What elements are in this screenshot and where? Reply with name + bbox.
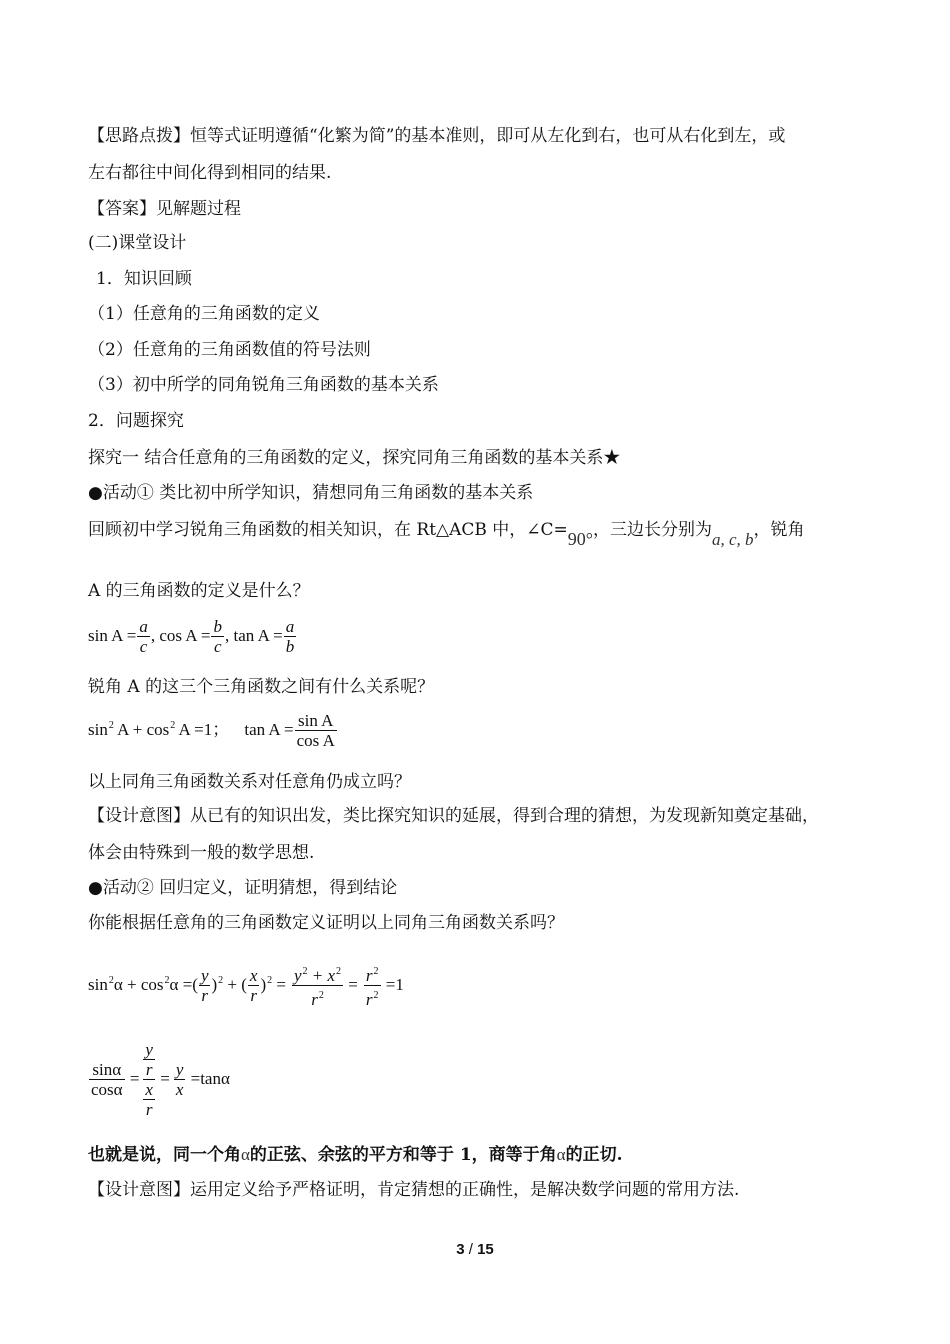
exponent: 2: [267, 975, 273, 986]
subsection-heading: 2．问题探究: [88, 411, 184, 431]
text-segment: 的正切.: [565, 1145, 623, 1165]
side-names: a, c, b: [712, 530, 754, 549]
math-var: + x: [307, 966, 336, 985]
text-line: 探究一 结合任意角的三角函数的定义，探究同角三角函数的基本关系★: [88, 448, 621, 468]
math-text: =: [155, 1069, 170, 1088]
conclusion-line: [88, 1143, 623, 1167]
denominator: [364, 985, 381, 1009]
math-symbol: α: [113, 975, 123, 994]
list-item: （3）初中所学的同角锐角三角函数的基本关系: [88, 375, 439, 395]
exponent: 2: [373, 990, 379, 1001]
denominator: cosα: [91, 1080, 123, 1099]
text-line: 以上同角三角函数关系对任意角仍成立吗？: [88, 772, 411, 792]
text-segment: ，三边长分别为: [593, 520, 712, 540]
numerator: a: [139, 617, 148, 636]
math-text: + cos: [122, 975, 164, 994]
compound-fraction: [143, 1040, 155, 1119]
formula-quotient-identity: [88, 1040, 230, 1119]
math-text: =1: [381, 975, 404, 994]
denominator: r: [248, 985, 260, 1005]
denominator: r: [143, 1059, 155, 1079]
angle-value: 90°: [567, 529, 593, 549]
math-symbol: α: [241, 1145, 250, 1164]
numerator: y: [200, 966, 209, 985]
numerator: y: [145, 1040, 153, 1059]
activity-heading: ●活动① 类比初中所学知识，猜想同角三角函数的基本关系: [88, 483, 534, 503]
text-segment: 也就是说，同一个角: [88, 1145, 241, 1165]
formula-acute-definitions: [88, 617, 297, 656]
text-line: 你能根据任意角的三角函数定义证明以上同角三角函数关系吗？: [88, 913, 564, 933]
text-line: 【设计意图】运用定义给予严格证明，肯定猜想的正确性，是解决数学问题的常用方法.: [88, 1180, 740, 1200]
math-symbol: α: [169, 975, 179, 994]
numerator: a: [285, 617, 295, 636]
text-line: A 的三角函数的定义是什么？: [88, 581, 310, 601]
fraction: [248, 966, 260, 1005]
math-text: tan A =: [244, 720, 294, 739]
math-text: sin A =: [88, 626, 137, 645]
fraction: [174, 1060, 186, 1099]
math-text: + (: [223, 975, 247, 994]
numerator: [292, 962, 343, 985]
text-line: 【设计意图】从已有的知识出发，类比探究知识的延展，得到合理的猜想，为发现新知奠定基础，: [88, 806, 819, 826]
exponent: 2: [318, 990, 324, 1001]
exponent: 2: [164, 975, 170, 986]
fraction: [292, 962, 343, 1009]
math-text: ): [211, 975, 218, 994]
denominator: r: [199, 985, 211, 1005]
fraction: [364, 962, 381, 1009]
math-symbol: α: [556, 1145, 566, 1164]
numerator: sin A: [298, 711, 334, 730]
list-item: （2）任意角的三角函数值的符号法则: [88, 340, 371, 360]
fraction: [295, 711, 337, 750]
exponent: 2: [373, 966, 379, 977]
exponent: 2: [108, 720, 114, 731]
exponent: 2: [108, 975, 114, 986]
exponent: 2: [336, 966, 342, 977]
math-var: y: [293, 966, 302, 985]
formula-pythagorean-identity: [88, 962, 404, 1009]
denominator: cos A: [296, 731, 335, 750]
exponent: 2: [170, 720, 176, 731]
fraction: [199, 966, 211, 1005]
activity-heading: ●活动② 回归定义，证明猜想，得到结论: [88, 878, 398, 898]
list-item: （1）任意角的三角函数的定义: [88, 304, 320, 324]
math-var: r: [365, 966, 373, 985]
fraction: [211, 617, 224, 656]
denominator: c: [137, 636, 150, 656]
denominator: c: [211, 636, 224, 656]
math-text: ): [260, 975, 267, 994]
numerator: y: [175, 1060, 184, 1079]
text-line: 【答案】见解题过程: [88, 199, 241, 219]
exponent: 2: [302, 966, 308, 977]
text-line: [88, 517, 805, 549]
math-text: A =1；: [175, 720, 230, 739]
total-pages: 15: [477, 1241, 494, 1258]
fraction: [137, 617, 150, 656]
math-var: r: [365, 990, 373, 1009]
numerator: sinα: [92, 1060, 122, 1079]
current-page: 3: [456, 1241, 465, 1258]
subsection-heading: 1．知识回顾: [96, 269, 192, 289]
page-separator: /: [464, 1241, 478, 1258]
text-segment: 回顾初中学习锐角三角函数的相关知识，在 Rt△ACB 中，∠C=: [88, 520, 568, 540]
numerator: [364, 962, 381, 985]
math-text: =: [344, 975, 358, 994]
numerator: b: [213, 617, 222, 636]
page-number: [0, 1241, 950, 1258]
text-line: 锐角 A 的这三个三角函数之间有什么关系呢？: [88, 677, 435, 697]
denominator: x: [175, 1080, 184, 1099]
denominator: r: [143, 1099, 155, 1119]
math-text: + cos: [128, 720, 170, 739]
math-text: A: [113, 720, 129, 739]
exponent: 2: [218, 975, 224, 986]
text-line: 体会由特殊到一般的数学思想.: [88, 843, 315, 863]
math-text: , cos A =: [150, 626, 211, 645]
math-text: , tan A =: [224, 626, 283, 645]
numerator: x: [145, 1080, 153, 1099]
formula-acute-relations: [88, 711, 338, 750]
text-line: 【思路点拨】恒等式证明遵循“化繁为简”的基本准则，即可从左化到右，也可从右化到左，或: [88, 126, 786, 146]
text-segment: 的正弦、余弦的平方和等于 1，商等于角: [249, 1145, 557, 1165]
text-line: 左右都往中间化得到相同的结果.: [88, 163, 332, 183]
math-text: =: [125, 1069, 140, 1088]
section-heading: (二)课堂设计: [88, 233, 187, 253]
fraction: [89, 1060, 125, 1099]
math-text: =(: [178, 975, 198, 994]
math-text: sin: [88, 720, 108, 739]
fraction: [284, 617, 297, 656]
math-text: =tanα: [186, 1069, 230, 1088]
math-text: sin: [88, 975, 108, 994]
denominator: b: [285, 637, 295, 656]
math-var: r: [311, 990, 318, 1009]
math-text: =: [272, 975, 286, 994]
numerator: x: [249, 966, 258, 985]
denominator: [292, 985, 343, 1009]
text-segment: ，锐角: [753, 520, 805, 540]
